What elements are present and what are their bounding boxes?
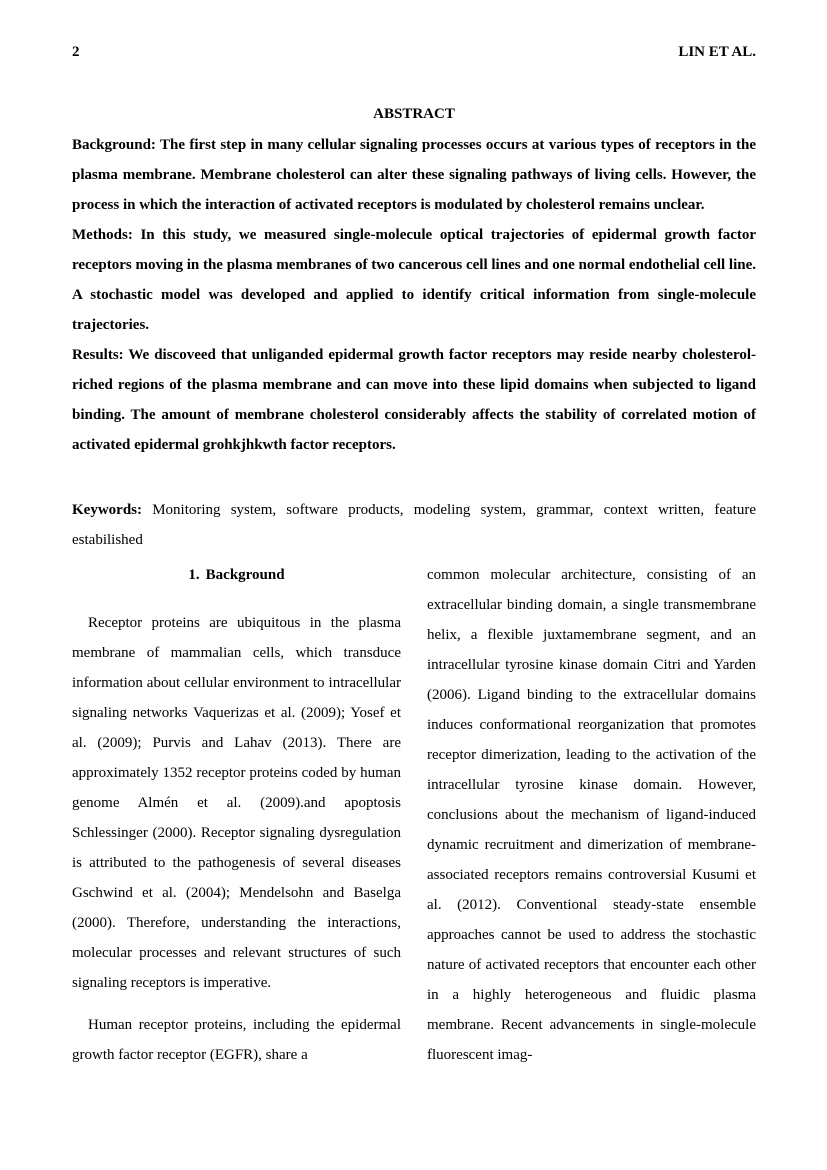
abstract-heading: ABSTRACT — [373, 106, 455, 122]
running-header — [72, 42, 756, 62]
left-column — [72, 560, 401, 1070]
section-heading — [72, 560, 401, 590]
running-authors: LIN ET AL. — [678, 44, 756, 60]
page-number: 2 — [72, 44, 80, 60]
body-paragraph: Receptor proteins are ubiquitous in the plasma membrane of mammalian cells, which transduce information about cellular environment to intracellular signaling networks Vaquerizas et al. (2009); Yosef et al. (2009); Purvis and Lahav (2013). There are approximately 1352 receptor proteins coded by human genome Almén et al. (2009).and apoptosis Schlessinger (2000). Receptor signaling dysregulation is attributed to the pathogenesis of several diseases Gschwind et al. (2004); Mendelsohn and Baselga (2000). Therefore, understanding the interactions, molecular processes and relevant structures of such signaling receptors is imperative. — [72, 615, 401, 991]
keywords-text: Monitoring system, software products, modeling system, grammar, context written, feature estabilished — [72, 502, 756, 548]
section-number: 1. — [188, 567, 200, 583]
keywords — [72, 495, 756, 555]
section-title: Background — [205, 567, 285, 583]
body-paragraph: Human receptor proteins, including the epidermal growth factor receptor (EGFR), share a — [72, 1017, 401, 1063]
abstract-body — [72, 130, 756, 460]
abstract-background: Background: The first step in many cellular signaling processes occurs at various types of receptors in the plasma membrane. Membrane cholesterol can alter these signaling pathways of living cells. However, the process in which the interaction of activated receptors is modulated by cholesterol remains unclear. — [72, 137, 756, 213]
keywords-label: Keywords: — [72, 502, 142, 518]
abstract-results: Results: We discoveed that unliganded epidermal growth factor receptors may reside nearby cholesterol-riched regions of the plasma membrane and can move into these lipid domains when subjected to ligand binding. The amount of membrane cholesterol considerably affects the stability of correlated motion of activated epidermal grohkjhkwth factor receptors. — [72, 347, 756, 453]
abstract-methods: Methods: In this study, we measured single-molecule optical trajectories of epidermal growth factor receptors moving in the plasma membranes of two cancerous cell lines and one normal endothelial cell line. A stochastic model was developed and applied to identify critical information from single-molecule trajectories. — [72, 227, 756, 333]
body-paragraph: common molecular architecture, consisting of an extracellular binding domain, a single transmembrane helix, a flexible juxtamembrane segment, and an intracellular tyrosine kinase domain Citri and Yarden (2006). Ligand binding to the extracellular domains induces conformational reorganization that promotes receptor dimerization, leading to the activation of the intracellular tyrosine kinase domain. However, conclusions about the mechanism of ligand-induced dynamic recruitment and dimerization of membrane-associated receptors remains controversial Kusumi et al. (2012). Conventional steady-state ensemble approaches cannot be used to address the stochastic nature of activated receptors that encounter each other in a highly heterogeneous and fluidic plasma membrane. Recent advancements in single-molecule fluorescent imag- — [427, 567, 756, 1063]
right-column — [427, 560, 756, 1070]
